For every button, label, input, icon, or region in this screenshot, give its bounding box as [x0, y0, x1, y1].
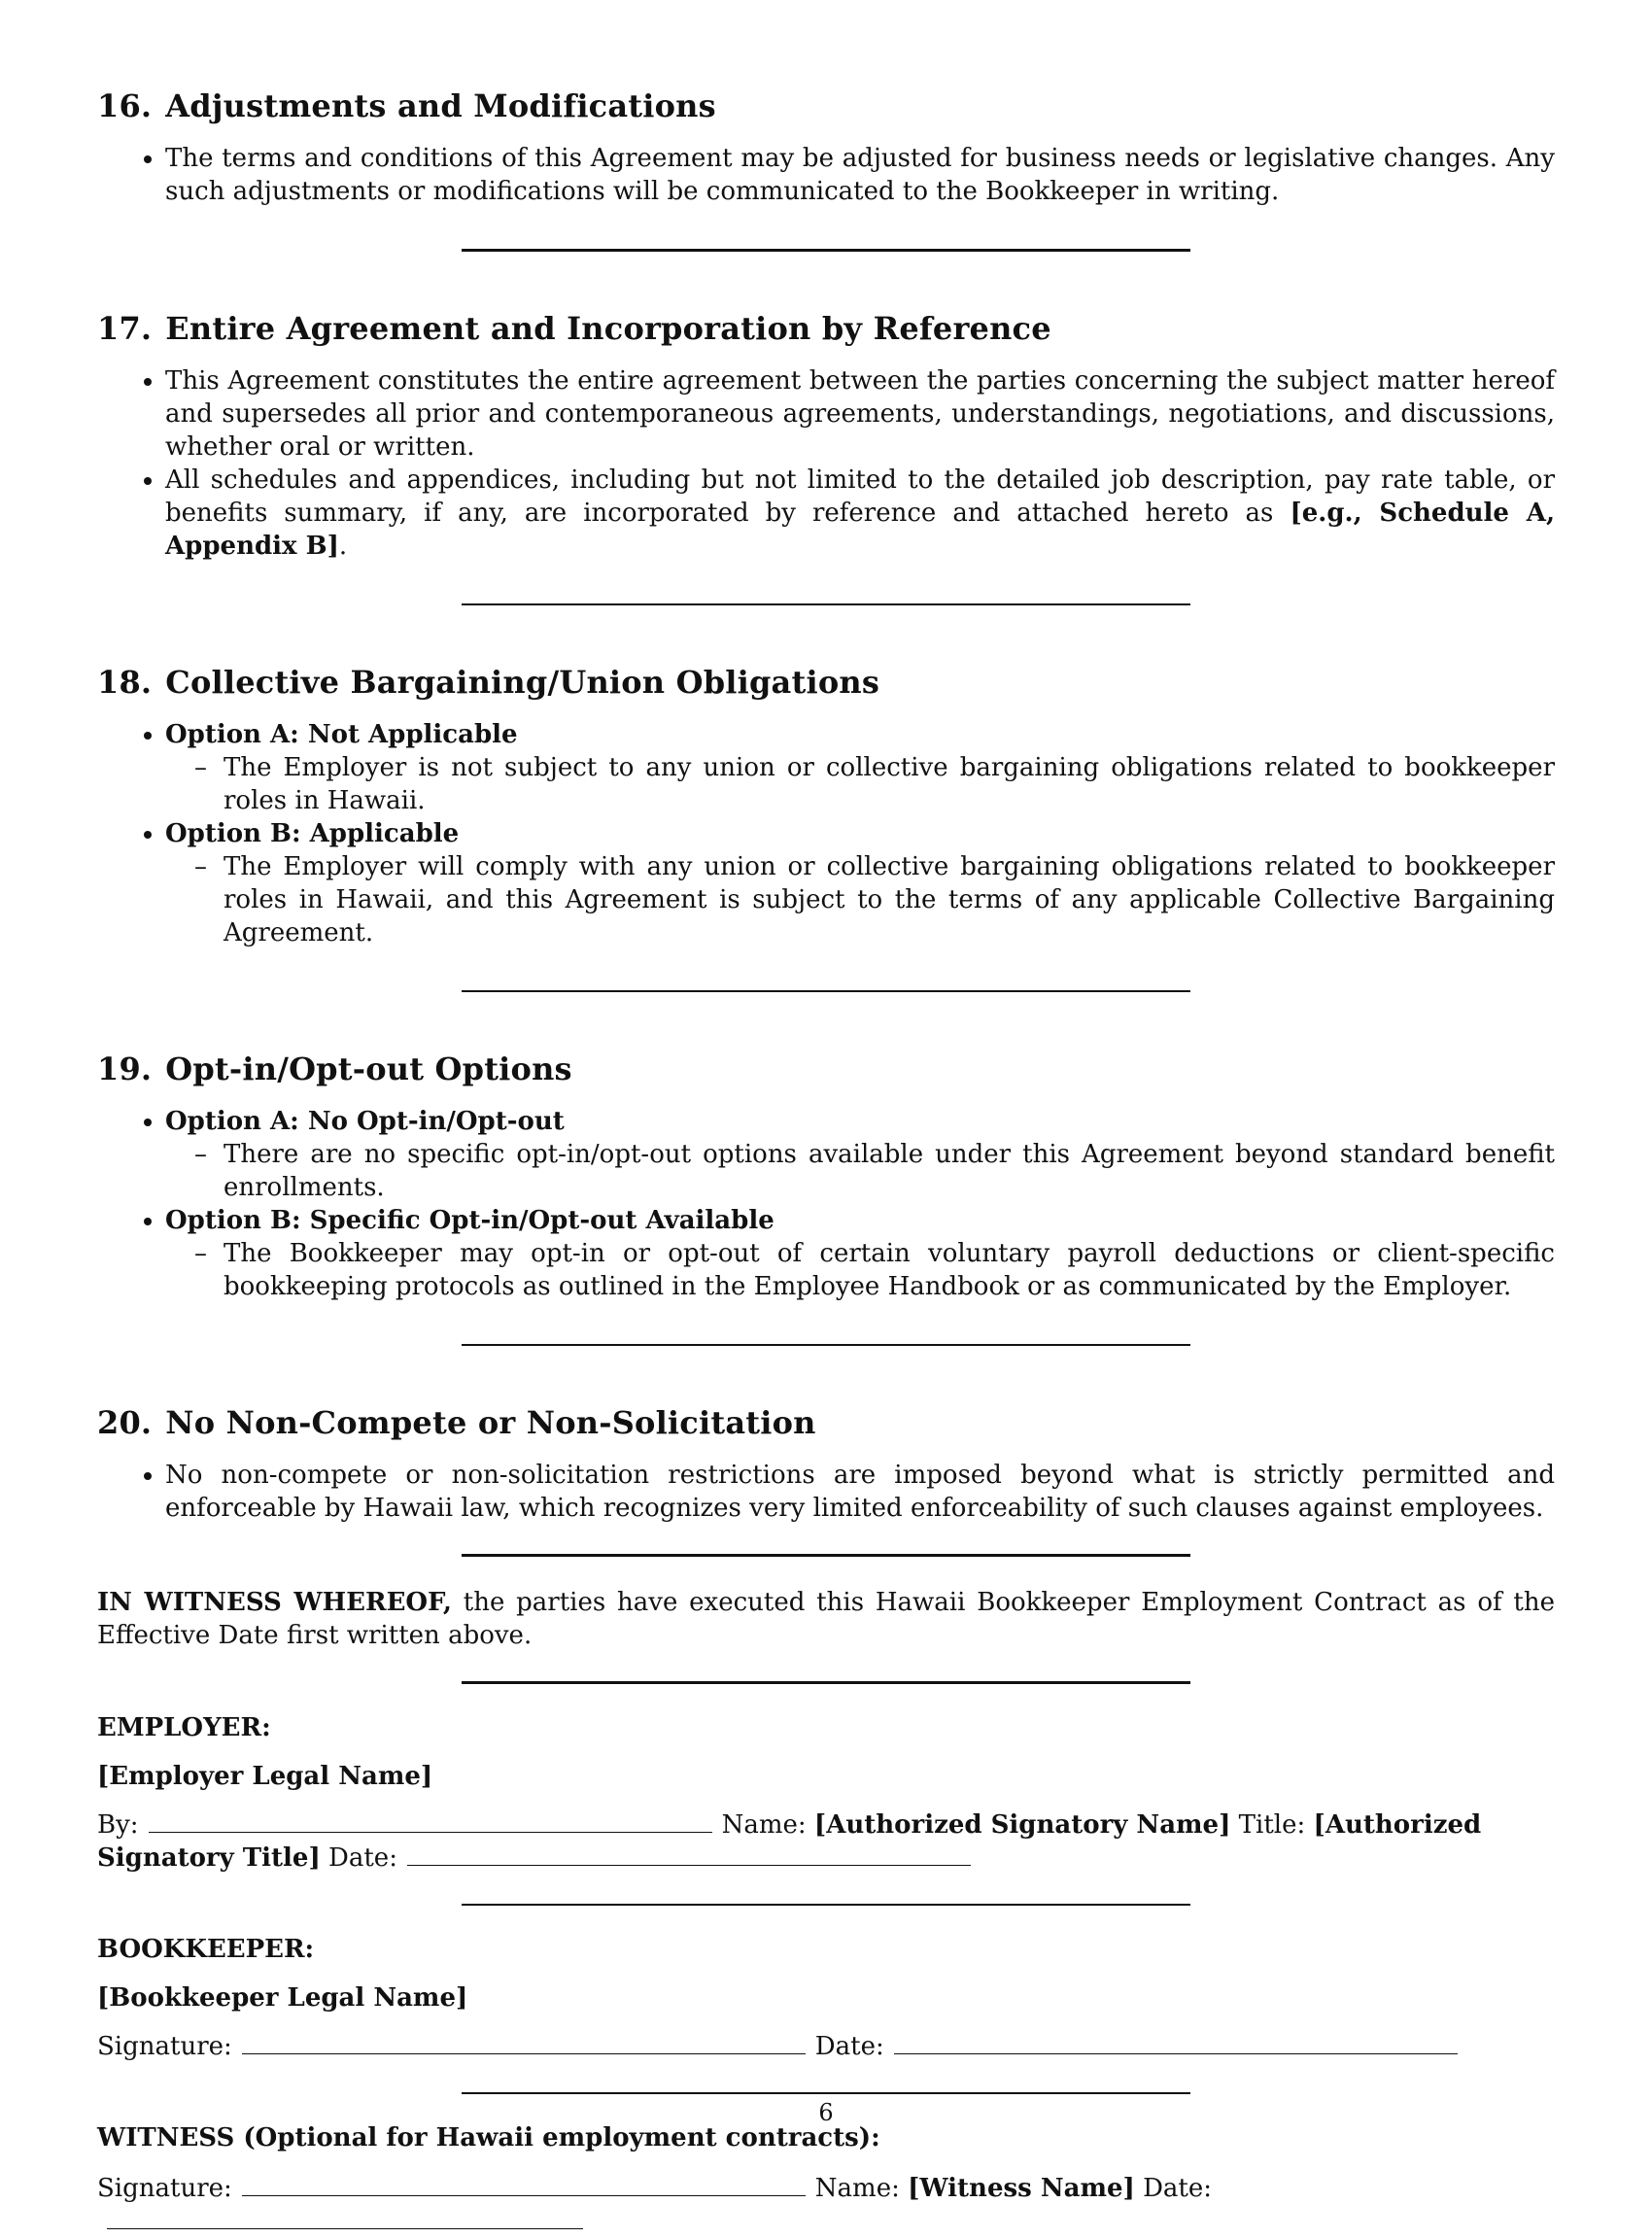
option-item: • Option A: Not Applicable – The Employer is not subject to any union or collective bargaining obligations related to bookkeeper roles in Hawaii. — [165, 718, 1555, 817]
option-text: – There are no specific opt-in/opt-out options available under this Agreement beyond standard benefit enrollments. — [224, 1138, 1555, 1204]
signature-blank[interactable] — [242, 2030, 806, 2054]
witness-heading: WITNESS (Optional for Hawaii employment contracts): — [97, 2123, 880, 2152]
clause-item: • This Agreement constitutes the entire agreement between the parties concerning the subject matter hereof and supersedes all prior and contemporaneous agreements, understandings, negotiations, and discussions, whether oral or written. — [165, 364, 1555, 464]
section-divider — [462, 1344, 1190, 1346]
page-number: 6 — [818, 2099, 834, 2126]
section-heading: 17. Entire Agreement and Incorporation by Reference — [97, 310, 1051, 347]
clause-item: • The terms and conditions of this Agreement may be adjusted for business needs or legislative changes. Any such adjustments or modifications will be communicated to the Bookkeeper in writing. — [165, 142, 1555, 208]
section-divider — [462, 1681, 1190, 1684]
witness-signature-line: Signature: Name: [Witness Name] Date: — [97, 2172, 1555, 2238]
schedule-reference: [e.g., Schedule A, Appendix B] — [165, 499, 1556, 561]
section-divider — [462, 249, 1190, 252]
clause-item: • No non-compete or non-solicitation restrictions are imposed beyond what is strictly permitted and enforceable by Hawaii law, which recognizes very limited enforceability of such clauses against employees. — [165, 1459, 1555, 1525]
section-heading: 16. Adjustments and Modifications — [97, 87, 716, 124]
employer-legal-name: [Employer Legal Name] — [97, 1762, 433, 1791]
option-item: • Option B: Applicable – The Employer will comply with any union or collective bargaining obligations related to bookkeeper roles in Hawaii, and this Agreement is subject to the terms of any applicable Collective Bargaining Agreement. — [165, 817, 1555, 949]
option-text: – The Employer is not subject to any union or collective bargaining obligations related to bookkeeper roles in Hawaii. — [224, 751, 1555, 817]
clause-item: • All schedules and appendices, including but not limited to the detailed job description, pay rate table, or benefits summary, if any, are incorporated by reference and attached hereto as [e.g., Schedule A, Appendix B]. — [165, 464, 1555, 563]
witness-signature-block — [97, 2123, 1555, 2238]
section-divider — [462, 2092, 1190, 2094]
date-blank[interactable] — [107, 2205, 583, 2229]
section-heading: 19. Opt-in/Opt-out Options — [97, 1050, 572, 1087]
section-divider — [462, 1554, 1190, 1557]
witness-clause: IN WITNESS WHEREOF, the parties have executed this Hawaii Bookkeeper Employment Contract as of the Effective Date first written above. — [97, 1588, 1555, 1650]
option-text: – The Bookkeeper may opt-in or opt-out of certain voluntary payroll deductions or client-specific bookkeeping protocols as outlined in the Employee Handbook or as communicated by the Employer. — [224, 1237, 1555, 1303]
employer-signature-block — [97, 1713, 1555, 1875]
option-item: • Option A: No Opt-in/Opt-out – There are no specific opt-in/opt-out options available under this Agreement beyond standard benefit enrollments. — [165, 1105, 1555, 1204]
section-divider — [462, 1904, 1190, 1906]
signature-blank[interactable] — [242, 2172, 806, 2196]
option-text: – The Employer will comply with any union or collective bargaining obligations related to bookkeeper roles in Hawaii, and this Agreement is subject to the terms of any applicable Collective Bargaining Agreement. — [224, 850, 1555, 949]
section-16 — [97, 87, 1555, 208]
section-17 — [97, 310, 1555, 563]
date-blank[interactable] — [407, 1842, 971, 1866]
option-item: • Option B: Specific Opt-in/Opt-out Available – The Bookkeeper may opt-in or opt-out of certain voluntary payroll deductions or client-specific bookkeeping protocols as outlined in the Employee Handbook or as communicated by the Employer. — [165, 1204, 1555, 1303]
employer-heading: EMPLOYER: — [97, 1713, 271, 1742]
bookkeeper-signature-line: Signature: Date: — [97, 2030, 1555, 2063]
section-18 — [97, 664, 1555, 949]
bookkeeper-legal-name: [Bookkeeper Legal Name] — [97, 1983, 468, 2013]
signature-blank[interactable] — [149, 1808, 712, 1833]
bookkeeper-signature-block — [97, 1935, 1555, 2063]
section-heading: 20. No Non-Compete or Non-Solicitation — [97, 1404, 816, 1441]
section-20 — [97, 1404, 1555, 1525]
document-page — [97, 87, 1555, 2238]
section-divider — [462, 990, 1190, 992]
bookkeeper-heading: BOOKKEEPER: — [97, 1935, 315, 1964]
section-heading: 18. Collective Bargaining/Union Obligations — [97, 664, 880, 701]
date-blank[interactable] — [894, 2030, 1458, 2054]
employer-signature-line: By: Name: [Authorized Signatory Name] Title: [Authorized Signatory Title] Date: — [97, 1810, 1482, 1873]
section-19 — [97, 1050, 1555, 1303]
section-divider — [462, 603, 1190, 605]
